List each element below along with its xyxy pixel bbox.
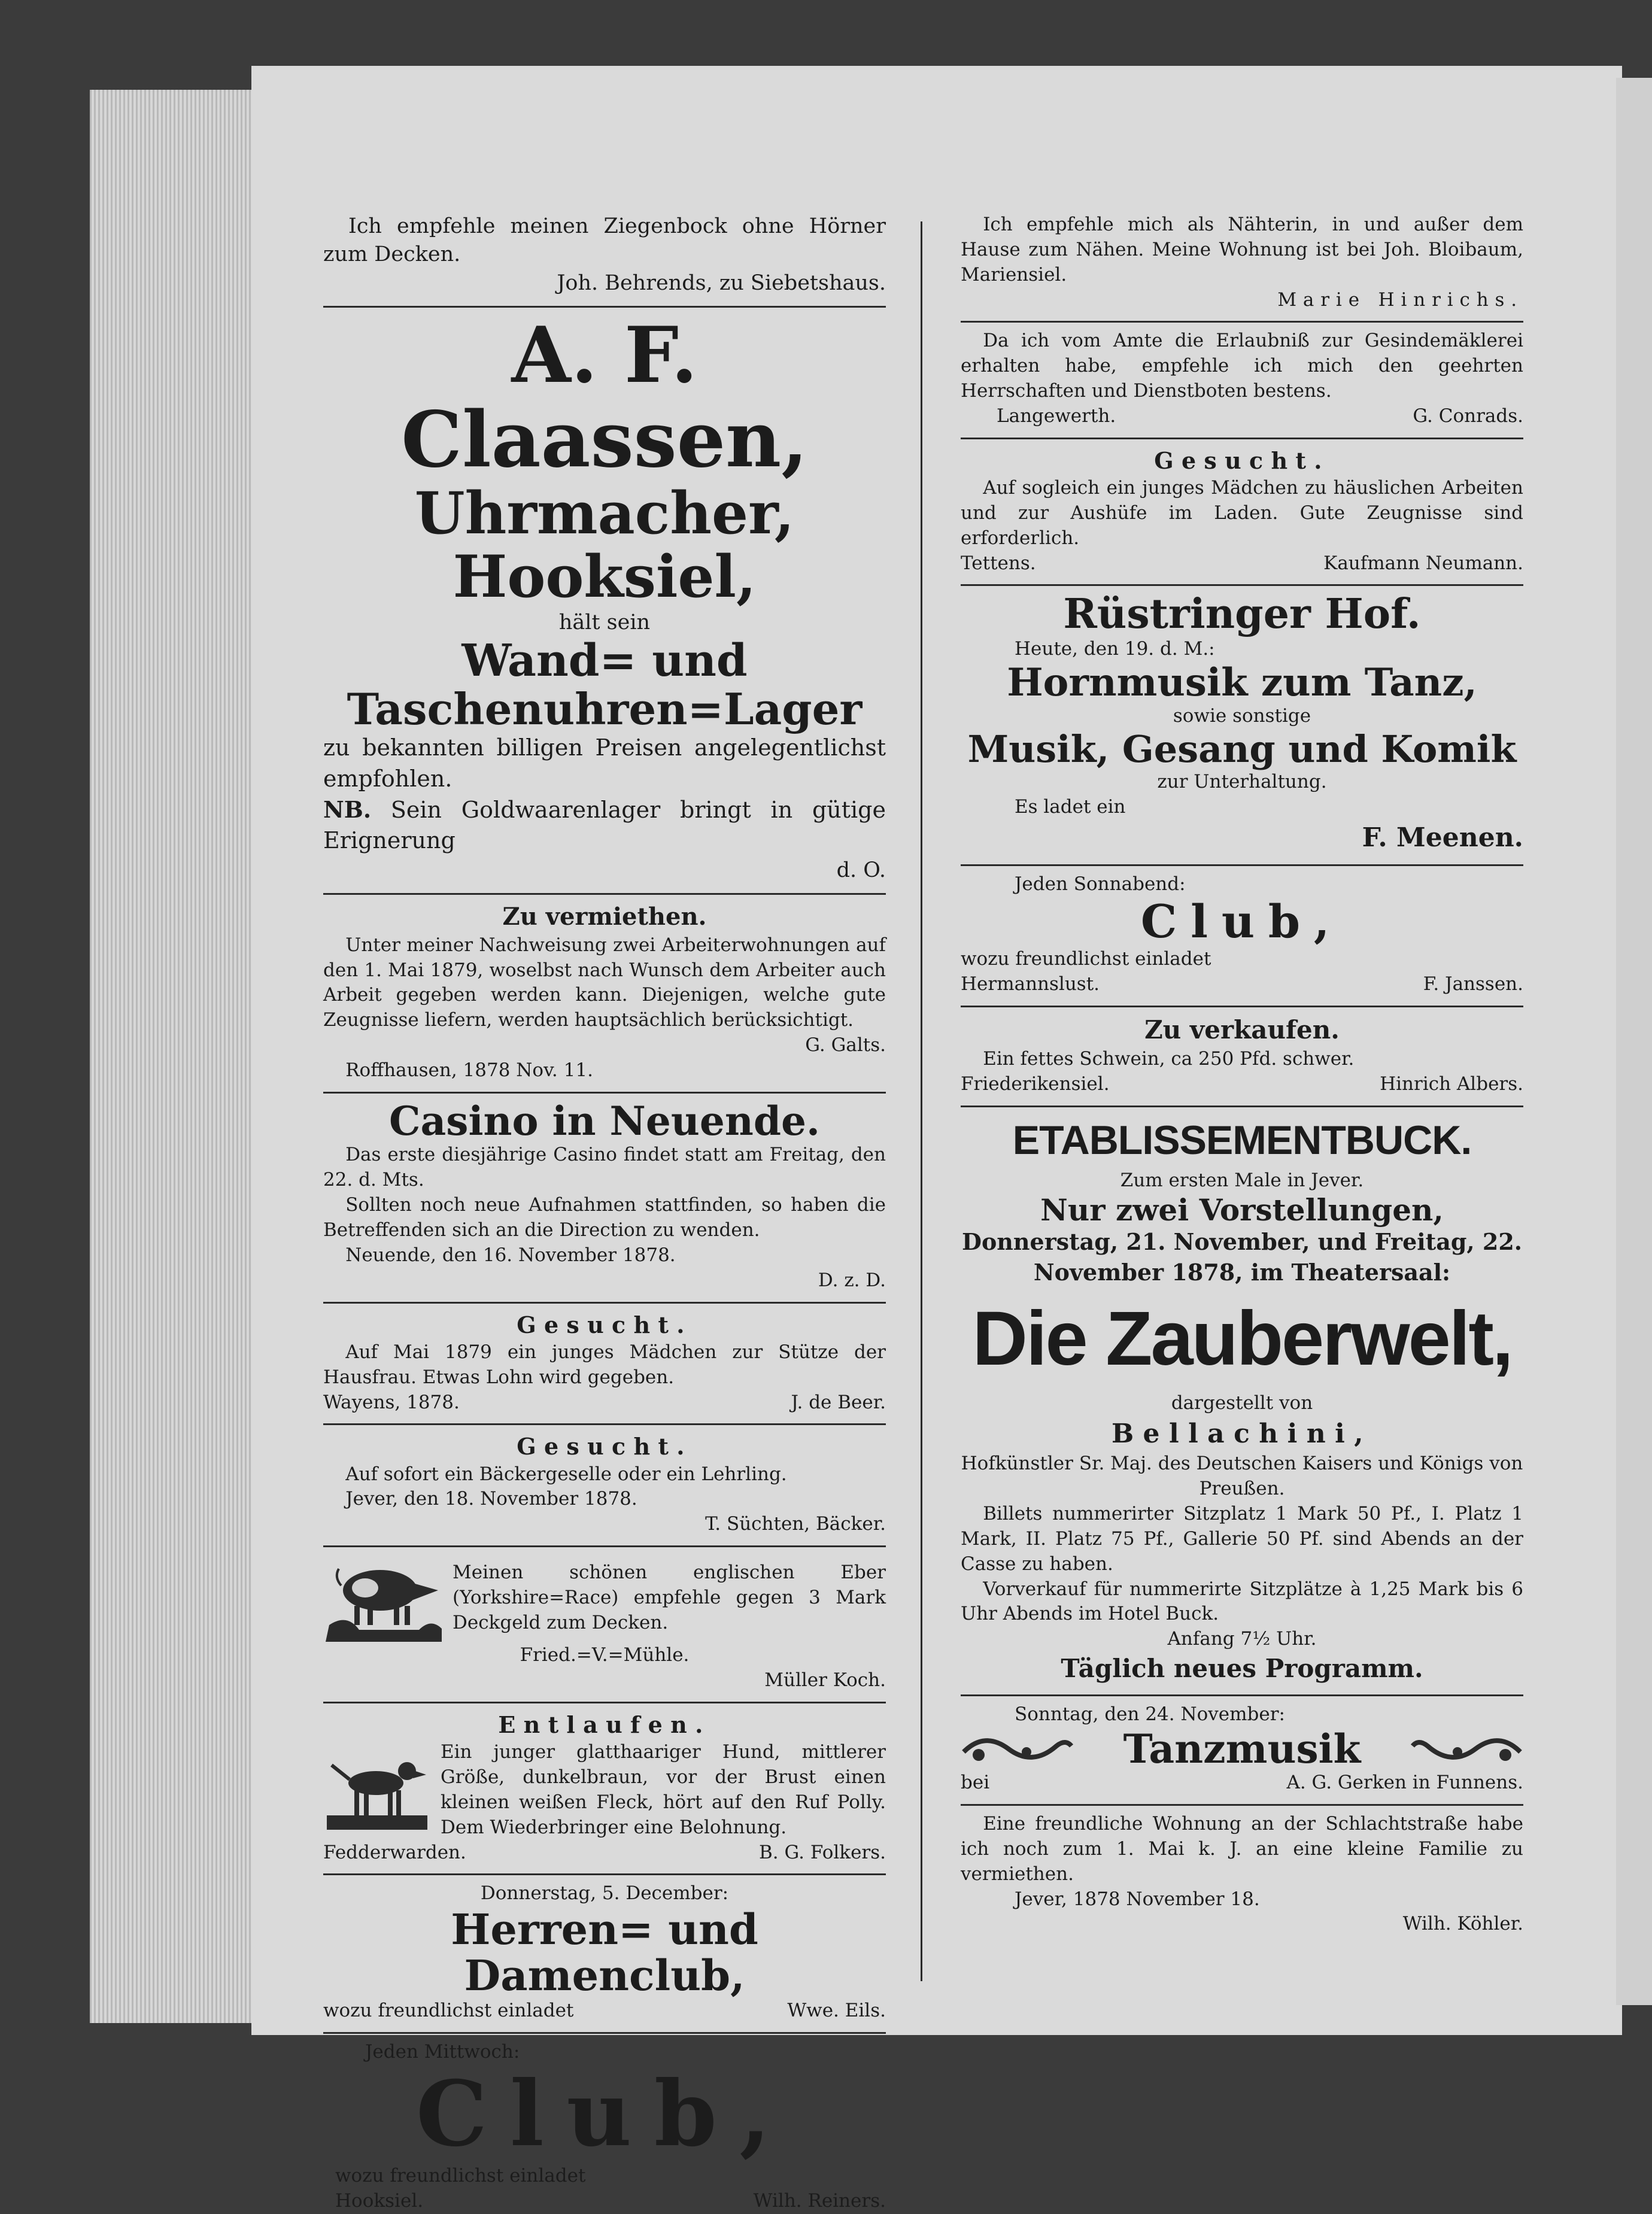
ad-performer: Bellachini,	[1111, 1418, 1373, 1449]
ad-zu-verkaufen	[961, 1013, 1523, 1097]
ad-casino	[323, 1097, 886, 1293]
ad-claassen	[323, 310, 886, 885]
ad-separator	[323, 893, 886, 895]
ad-title: Die Zauberwelt,	[972, 1296, 1512, 1382]
ad-line: zur Unterhaltung.	[1157, 771, 1327, 793]
nb-label: NB.	[323, 795, 372, 823]
ad-tanzmusik	[961, 1702, 1523, 1796]
ad-text: wozu freundlichst einladet	[323, 2000, 574, 2022]
ad-separator	[961, 584, 1523, 586]
ad-heading: Zu vermiethen.	[502, 902, 707, 931]
ad-separator	[323, 1092, 886, 1094]
ad-separator	[323, 1873, 886, 1875]
boar-icon	[323, 1553, 443, 1643]
ad-text: bei	[961, 1772, 990, 1794]
ad-heading: Gesucht.	[517, 1311, 693, 1338]
ad-signature: A. G. Gerken in Funnens.	[1286, 1772, 1523, 1794]
ad-line: hält sein	[558, 610, 651, 634]
ad-naehterin	[961, 212, 1523, 312]
ad-signature: Wilh. Reiners.	[753, 2189, 886, 2212]
ad-signature: d. O.	[836, 858, 886, 882]
ad-signature: G. Galts.	[805, 1034, 886, 1056]
ad-place: Neuende, den 16. November 1878.	[345, 1244, 676, 1266]
ad-signature: Wwe. Eils.	[787, 2000, 886, 2022]
ad-line: Es ladet ein	[1015, 796, 1126, 818]
ad-place: Hooksiel.	[335, 2189, 424, 2212]
ad-start-time: Anfang 7½ Uhr.	[1167, 1628, 1317, 1650]
ad-separator	[961, 1006, 1523, 1007]
ad-damenclub	[323, 1881, 886, 2024]
ad-line: Donnerstag, 21. November, und Freitag, 22. November 1878, im Theatersaal:	[961, 1228, 1522, 1286]
ad-signature: G. Conrads.	[1413, 405, 1523, 427]
ad-line: Musik, Gesang und Komik	[967, 727, 1517, 772]
ad-heading: Club,	[1140, 895, 1344, 949]
facing-page-edge	[1616, 78, 1652, 2005]
ad-heading: Casino in Neuende.	[389, 1097, 820, 1144]
dog-icon	[323, 1748, 431, 1832]
ad-place: Jever, den 18. November 1878.	[345, 1488, 637, 1510]
ad-place: Tettens.	[961, 552, 1036, 574]
ad-etablissement-buck	[961, 1113, 1523, 1686]
ad-line: Wand= und	[461, 634, 748, 687]
ad-club-hooksiel	[323, 2040, 886, 2214]
ad-text: Ich empfehle mich als Nähterin, in und außer dem Hause zum Nähen. Meine Wohnung ist bei Joh. Bloibaum, Mariensiel.	[961, 214, 1523, 286]
ad-signature: Hinrich Albers.	[1380, 1073, 1523, 1095]
ad-text: Auf Mai 1879 ein junges Mädchen zur Stütze der Hausfrau. Etwas Lohn wird gegeben.	[323, 1341, 886, 1388]
ad-place: Wayens, 1878.	[323, 1391, 460, 1413]
ornament-left-icon	[961, 1728, 1074, 1770]
ad-date: Sonntag, den 24. November:	[1015, 1703, 1285, 1725]
book-page-edges	[90, 90, 269, 2023]
ad-place: Roffhausen, 1878 Nov. 11.	[345, 1059, 593, 1082]
ad-club-hermannslust	[961, 872, 1523, 997]
ad-place: Friederikensiel.	[961, 1073, 1110, 1095]
ad-place: Jever, 1878 November 18.	[1015, 1888, 1260, 1910]
ad-wohnung	[961, 1812, 1523, 1937]
ad-gesindemaeklerei	[961, 329, 1523, 429]
ad-heading: Entlaufen.	[498, 1711, 711, 1738]
ad-separator	[961, 1106, 1523, 1107]
right-column	[961, 212, 1523, 1937]
ad-separator	[961, 438, 1523, 439]
ornament-right-icon	[1410, 1728, 1523, 1770]
ad-line: Taschenuhren=Lager	[347, 684, 863, 735]
ad-line: Nur zwei Vorstellungen,	[1040, 1192, 1444, 1228]
ad-heading: Gesucht.	[517, 1433, 693, 1460]
ad-entlaufen	[323, 1709, 886, 1866]
ad-line: dargestellt von	[1171, 1392, 1313, 1414]
ad-zu-vermiethen	[323, 901, 886, 1083]
ad-separator	[323, 1302, 886, 1304]
ad-signature: Wilh. Köhler.	[1402, 1913, 1523, 1935]
ad-prices: Billets nummerirter Sitzplatz 1 Mark 50 Pf., I. Platz 1 Mark, II. Platz 75 Pf., Gallerie 50 Pf. sind Abends an der Casse zu haben.	[961, 1503, 1523, 1575]
ad-separator	[323, 1423, 886, 1425]
ad-text: Das erste diesjährige Casino findet statt am Freitag, den 22. d. Mts.	[323, 1144, 886, 1191]
ad-text: wozu freundlichst einladet	[961, 948, 1211, 970]
ad-signature: Joh. Behrends, zu Siebetshaus.	[557, 271, 886, 295]
ad-signature: Marie Hinrichs.	[1277, 288, 1523, 311]
ad-place: Hermannslust.	[961, 973, 1100, 995]
ad-text: Ein fettes Schwein, ca 250 Pfd. schwer.	[983, 1048, 1355, 1070]
ad-line: Hofkünstler Sr. Maj. des Deutschen Kaisers und Königs von Preußen.	[961, 1453, 1523, 1500]
ad-place: Langewerth.	[997, 405, 1116, 427]
ad-text: Auf sofort ein Bäckergeselle oder ein Lehrling.	[345, 1463, 787, 1485]
ad-signature: Müller Koch.	[764, 1669, 886, 1691]
ad-date: Heute, den 19. d. M.:	[1015, 638, 1215, 660]
ad-heading: Zu verkaufen.	[1144, 1015, 1340, 1044]
ad-separator	[961, 1804, 1523, 1806]
ad-text: Ich empfehle meinen Ziegenbock ohne Hörner zum Decken.	[323, 214, 886, 267]
nb-text: Sein Goldwaarenlager bringt in gütige Erignerung	[323, 796, 886, 854]
ad-separator	[323, 1545, 886, 1547]
ad-signature: B. G. Folkers.	[759, 1841, 886, 1863]
ad-trade: Uhrmacher, Hooksiel,	[414, 479, 795, 611]
ad-signature: D. z. D.	[818, 1269, 886, 1291]
ad-eber	[323, 1553, 886, 1693]
ad-heading: ETABLISSEMENTBUCK.	[1012, 1117, 1472, 1164]
ad-signature: F. Meenen.	[1362, 822, 1523, 854]
ad-heading: Herren= und Damenclub,	[451, 1905, 758, 2001]
ad-line: sowie sonstige	[1173, 705, 1311, 727]
ad-separator	[961, 321, 1523, 323]
ad-ziegenbock	[323, 212, 886, 297]
ad-text: wozu freundlichst einladet	[335, 2164, 586, 2186]
ad-line: Hornmusik zum Tanz,	[1007, 660, 1477, 706]
ad-separator	[323, 306, 886, 308]
ad-signature: J. de Beer.	[791, 1391, 886, 1413]
ad-signature: Kaufmann Neumann.	[1323, 552, 1523, 574]
ad-presale: Vorverkauf für nummerirte Sitzplätze à 1,25 Mark bis 6 Uhr Abends im Hotel Buck.	[961, 1578, 1523, 1625]
ad-date: Jeden Mittwoch:	[365, 2041, 520, 2063]
ad-signature: F. Janssen.	[1423, 973, 1523, 995]
left-column	[323, 212, 886, 2214]
ad-text: Meinen schönen englischen Eber (Yorkshire=Race) empfehle gegen 3 Mark Deckgeld zum Decken.	[453, 1562, 886, 1634]
ad-place: Fried.=V.=Mühle.	[520, 1644, 690, 1666]
ad-text: Sollten noch neue Aufnahmen stattfinden, so haben die Betreffenden sich an die Direction zu wenden.	[323, 1194, 886, 1241]
ad-signature: T. Süchten, Bäcker.	[705, 1513, 886, 1535]
ad-text: Auf sogleich ein junges Mädchen zu häuslichen Arbeiten und zur Aushüfe im Laden. Gute Zeugnisse sind erforderlich.	[961, 477, 1523, 549]
ad-date: Jeden Sonnabend:	[1015, 873, 1186, 895]
ad-separator	[323, 2032, 886, 2034]
ad-date: Donnerstag, 5. December:	[480, 1882, 729, 1905]
ad-text: Da ich vom Amte die Erlaubniß zur Gesindemäklerei erhalten habe, empfehle ich mich den geehrten Herrschaften und Dienstboten bestens.	[961, 330, 1523, 402]
ad-heading: Rüstringer Hof.	[1063, 590, 1421, 639]
ad-heading: Gesucht.	[1154, 447, 1330, 474]
ad-text: Ein junger glatthaariger Hund, mittlerer Größe, dunkelbraun, vor der Brust einen kleinen weißen Fleck, hört auf den Ruf Polly. Dem Wiederbringer eine Belohnung.	[441, 1741, 886, 1838]
column-divider	[921, 221, 922, 1981]
ad-text: Eine freundliche Wohnung an der Schlachtstraße habe ich noch zum 1. Mai k. J. an eine kleine Familie zu vermiethen.	[961, 1813, 1523, 1885]
ad-gesucht-2	[323, 1431, 886, 1537]
ad-line: Täglich neues Programm.	[1061, 1654, 1423, 1684]
ad-separator	[961, 864, 1523, 866]
ad-gesucht-3	[961, 445, 1523, 576]
ad-title: A. F. Claassen,	[401, 310, 808, 485]
ad-separator	[961, 1694, 1523, 1696]
ad-line: Zum ersten Male in Jever.	[1120, 1169, 1364, 1191]
ad-separator	[323, 1702, 886, 1703]
ad-gesucht-1	[323, 1310, 886, 1416]
ad-ruestringer-hof	[961, 592, 1523, 855]
ad-heading: Tanzmusik	[1123, 1725, 1361, 1772]
ad-heading: Club,	[415, 2061, 794, 2167]
ad-text: Unter meiner Nachweisung zwei Arbeiterwohnungen auf den 1. Mai 1879, woselbst nach Wunsch dem Arbeiter auch Arbeit gegeben werden kann. Diejenigen, welche gute Zeugnisse liefern, werden hauptsächlich berücksichtigt.	[323, 934, 886, 1031]
ad-place: Fedderwarden.	[323, 1841, 466, 1863]
ad-text: zu bekannten billigen Preisen angelegentlichst empfohlen.	[323, 734, 886, 792]
